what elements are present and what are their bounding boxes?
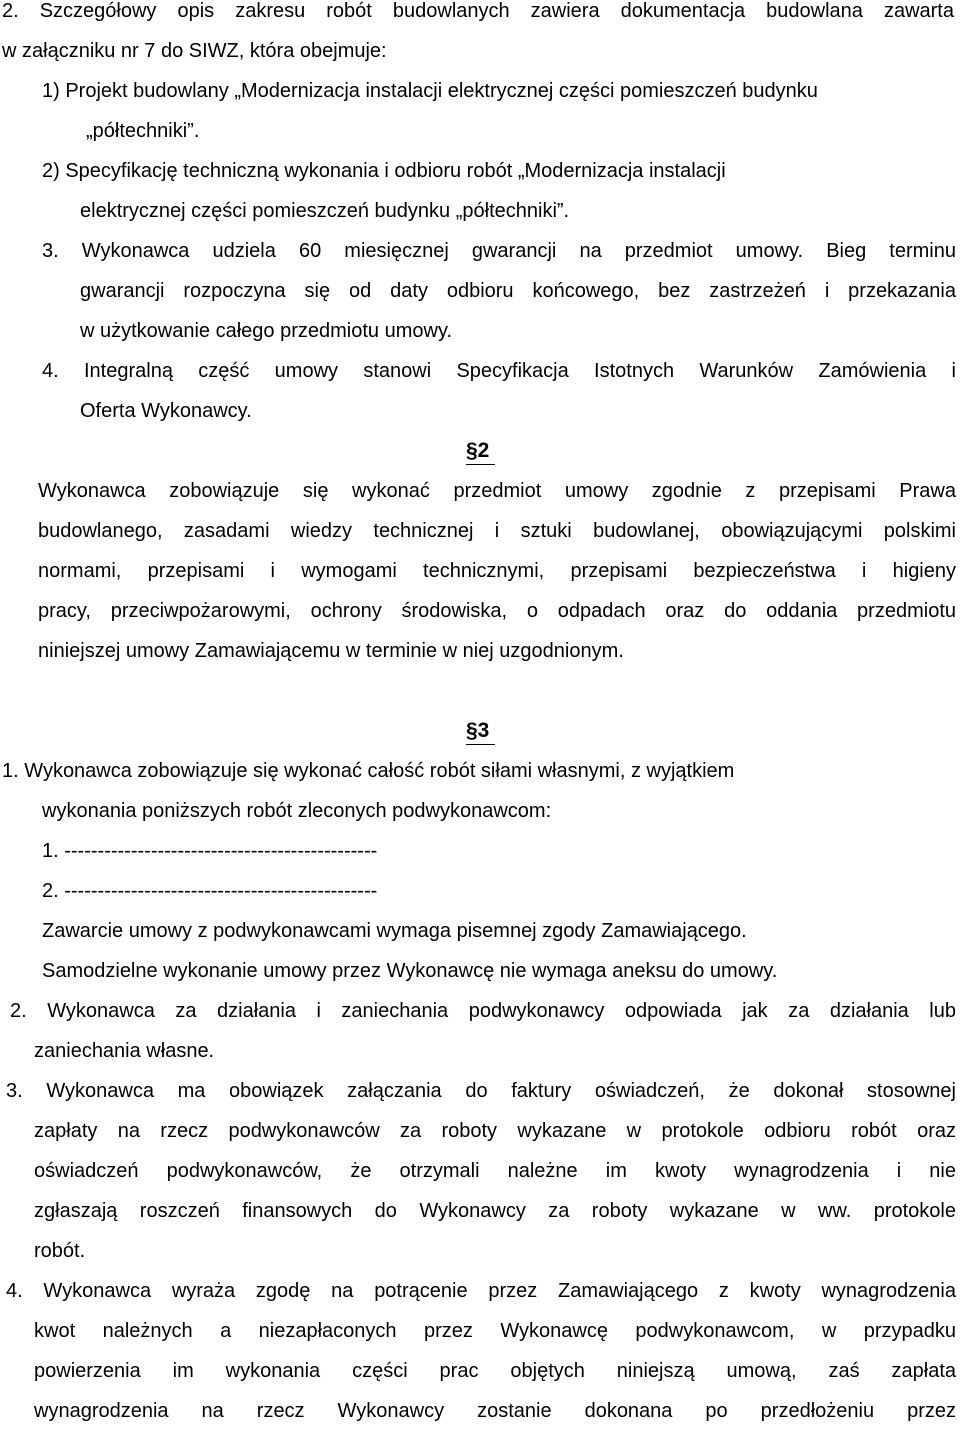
heading-underline <box>466 464 495 465</box>
list-item-line: 2) Specyfikację techniczną wykonania i odbioru robót „Modernizacja instalacji <box>42 160 726 182</box>
paragraph-line: budowlanego, zasadami wiedzy technicznej i sztuki budowlanej, obowiązującymi polskimi <box>38 520 956 542</box>
list-item-line: oświadczeń podwykonawców, że otrzymali należne im kwoty wynagrodzenia i nie <box>34 1160 956 1182</box>
list-item-line: 4. Wykonawca wyraża zgodę na potrącenie przez Zamawiającego z kwoty wynagrodzenia <box>6 1280 956 1302</box>
section-heading-3: §3 <box>466 719 490 742</box>
list-item-line: 4. Integralną część umowy stanowi Specyfikacja Istotnych Warunków Zamówienia i <box>42 360 956 382</box>
paragraph-line: pracy, przeciwpożarowymi, ochrony środowiska, o odpadach oraz do oddania przedmiotu <box>38 600 956 622</box>
list-item-line: zaniechania własne. <box>34 1040 215 1062</box>
list-item-line: elektrycznej części pomieszczeń budynku „półtechniki”. <box>80 200 570 222</box>
paragraph-line: normami, przepisami i wymogami technicznymi, przepisami bezpieczeństwa i higieny <box>38 560 956 582</box>
list-item-line: zapłaty na rzecz podwykonawców za roboty wykazane w protokole odbioru robót oraz <box>34 1120 956 1142</box>
list-item-line: wynagrodzenia na rzecz Wykonawcy zostanie dokonana po przedłożeniu przez <box>34 1400 956 1422</box>
section-heading-2: §2 <box>466 439 490 462</box>
paragraph-line: w załączniku nr 7 do SIWZ, która obejmuje: <box>2 40 387 62</box>
paragraph-line: 2. Szczegółowy opis zakresu robót budowlanych zawiera dokumentacja budowlana zawarta <box>2 0 954 22</box>
list-item-line: 1) Projekt budowlany „Modernizacja instalacji elektrycznej części pomieszczeń budynku <box>42 80 818 102</box>
list-item-line: robót. <box>34 1240 86 1262</box>
list-item-line: powierzenia im wykonania części prac objętych niniejszą umową, zaś zapłata <box>34 1360 956 1382</box>
paragraph-line: Wykonawca zobowiązuje się wykonać przedmiot umowy zgodnie z przepisami Prawa <box>38 480 956 502</box>
list-item-line: 2. ----------------------------------------------- <box>42 880 378 902</box>
heading-underline <box>466 744 495 745</box>
paragraph-line: Samodzielne wykonanie umowy przez Wykonawcę nie wymaga aneksu do umowy. <box>42 960 778 982</box>
paragraph-line: niniejszej umowy Zamawiającemu w terminie w niej uzgodnionym. <box>38 640 624 662</box>
list-item-line: Oferta Wykonawcy. <box>80 400 252 422</box>
list-item-line: w użytkowanie całego przedmiotu umowy. <box>80 320 453 342</box>
list-item-line: kwot należnych a niezapłaconych przez Wykonawcę podwykonawcom, w przypadku <box>34 1320 956 1342</box>
list-item-line: 1. ----------------------------------------------- <box>42 840 378 862</box>
list-item-line: zgłaszają roszczeń finansowych do Wykonawcy za roboty wykazane w ww. protokole <box>34 1200 956 1222</box>
list-item-line: 1. Wykonawca zobowiązuje się wykonać całość robót siłami własnymi, z wyjątkiem <box>2 760 735 782</box>
list-item-line: 3. Wykonawca udziela 60 miesięcznej gwarancji na przedmiot umowy. Bieg terminu <box>42 240 956 262</box>
list-item-line: gwarancji rozpoczyna się od daty odbioru końcowego, bez zastrzeżeń i przekazania <box>80 280 956 302</box>
list-item-line: wykonania poniższych robót zleconych podwykonawcom: <box>42 800 552 822</box>
list-item-line: „półtechniki”. <box>86 120 200 142</box>
list-item-line: 2. Wykonawca za działania i zaniechania podwykonawcy odpowiada jak za działania lub <box>10 1000 956 1022</box>
list-item-line: 3. Wykonawca ma obowiązek załączania do faktury oświadczeń, że dokonał stosownej <box>6 1080 956 1102</box>
paragraph-line: Zawarcie umowy z podwykonawcami wymaga pisemnej zgody Zamawiającego. <box>42 920 747 942</box>
